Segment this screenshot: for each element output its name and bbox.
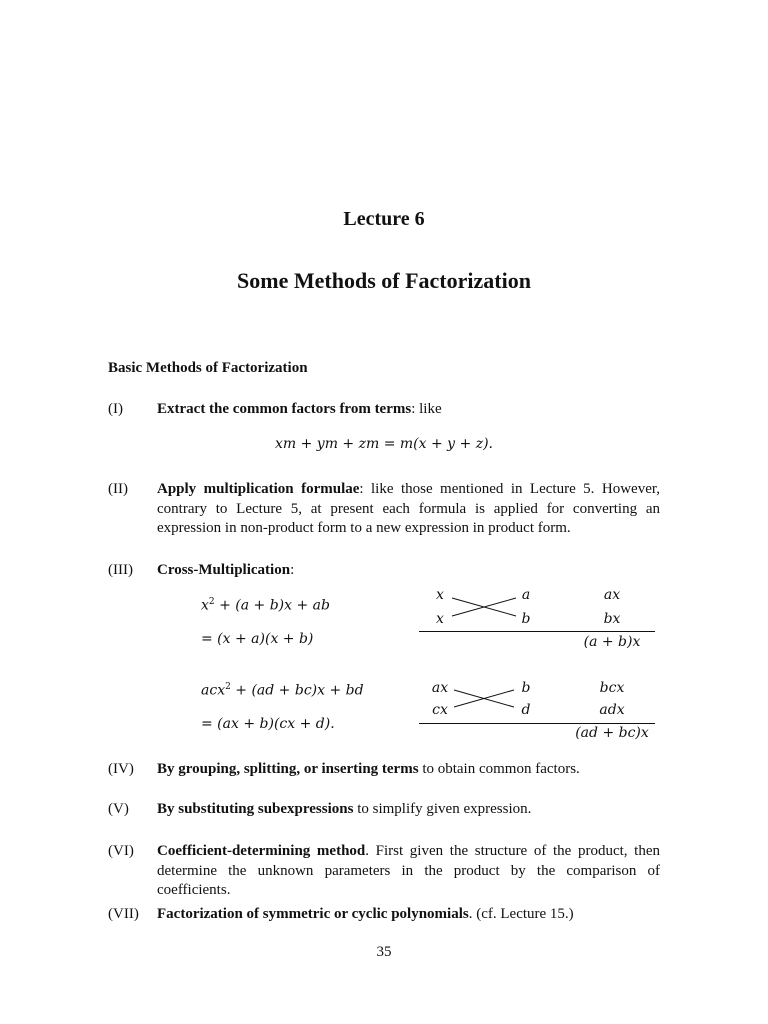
item-text: : like those mentioned in Lecture 5. However, contrary to Lecture 5, at present each formula is applied for converting an expression in non-product form to a new expression in product form. bbox=[157, 481, 660, 536]
item-heading: By substituting subexpressions bbox=[157, 801, 354, 817]
cross-ex2-product-top: bcx bbox=[599, 680, 625, 696]
list-item-1 bbox=[108, 400, 660, 420]
item-text: : bbox=[290, 562, 295, 578]
item-text: to obtain common factors. bbox=[418, 761, 580, 777]
cross-ex1-rule bbox=[419, 631, 655, 632]
list-item-7 bbox=[108, 905, 660, 925]
cross-ex1-left-top: x bbox=[436, 587, 444, 603]
cross-ex2-lines bbox=[452, 685, 518, 713]
equation-common-factor: xm + ym + zm = m(x + y + z). bbox=[275, 436, 493, 452]
cross-ex2-right-bottom: d bbox=[521, 702, 531, 718]
cross-ex2-result: = (ax + b)(cx + d). bbox=[201, 716, 335, 732]
item-number: (II) bbox=[108, 481, 128, 497]
item-number: (VI) bbox=[108, 843, 134, 859]
item-heading: By grouping, splitting, or inserting terms bbox=[157, 761, 419, 777]
cross-ex1-right-bottom: b bbox=[521, 611, 531, 627]
list-item-4 bbox=[108, 760, 660, 780]
item-heading: Factorization of symmetric or cyclic polynomials bbox=[157, 906, 469, 922]
list-item-2 bbox=[108, 480, 660, 539]
item-number: (V) bbox=[108, 801, 129, 817]
list-item-6 bbox=[108, 842, 660, 901]
item-text: to simplify given expression. bbox=[353, 801, 532, 817]
cross-ex2-left-top: ax bbox=[431, 680, 449, 696]
cross-ex2-product-bottom: adx bbox=[599, 702, 625, 718]
list-item-5 bbox=[108, 800, 660, 820]
item-heading: Coefficient-determining method bbox=[157, 843, 366, 859]
cross-ex1-sum: (a + b)x bbox=[583, 634, 641, 650]
lecture-label: Lecture 6 bbox=[343, 208, 425, 230]
item-number: (I) bbox=[108, 401, 123, 417]
page-title: Some Methods of Factorization bbox=[237, 268, 531, 293]
cross-ex1-right-top: a bbox=[521, 587, 531, 603]
item-heading: Apply multiplication formulae bbox=[157, 481, 360, 497]
cross-ex1-result: = (x + a)(x + b) bbox=[201, 631, 314, 647]
page-number: 35 bbox=[376, 944, 392, 960]
cross-ex1-expression: $x^2 + (a + b)x$ + ab bbox=[201, 597, 330, 614]
item-heading: Extract the common factors from terms bbox=[157, 401, 412, 417]
item-text: . (cf. Lecture 15.) bbox=[468, 906, 574, 922]
cross-ex1-product-bottom: bx bbox=[603, 611, 621, 627]
cross-ex2-rule bbox=[419, 723, 655, 724]
cross-ex2-expression: acx$^2$ + (ad + bc)x + bd bbox=[201, 682, 364, 699]
item-heading: Cross-Multiplication bbox=[157, 562, 291, 578]
cross-ex1-left-bottom: x bbox=[436, 611, 444, 627]
item-text: . First given the structure of the product, then determine the unknown parameters in the product by the comparison of coefficients. bbox=[157, 843, 660, 898]
item-text: : like bbox=[411, 401, 442, 417]
cross-ex2-sum: (ad + bc)x bbox=[575, 725, 649, 741]
item-number: (IV) bbox=[108, 761, 134, 777]
cross-ex1-product-top: ax bbox=[603, 587, 621, 603]
cross-ex1-lines bbox=[450, 592, 520, 622]
cross-ex2-left-bottom: cx bbox=[432, 702, 448, 718]
item-number: (III) bbox=[108, 562, 133, 578]
list-item-3 bbox=[108, 561, 660, 581]
item-number: (VII) bbox=[108, 906, 139, 922]
section-heading: Basic Methods of Factorization bbox=[108, 360, 308, 376]
cross-ex2-right-top: b bbox=[521, 680, 531, 696]
